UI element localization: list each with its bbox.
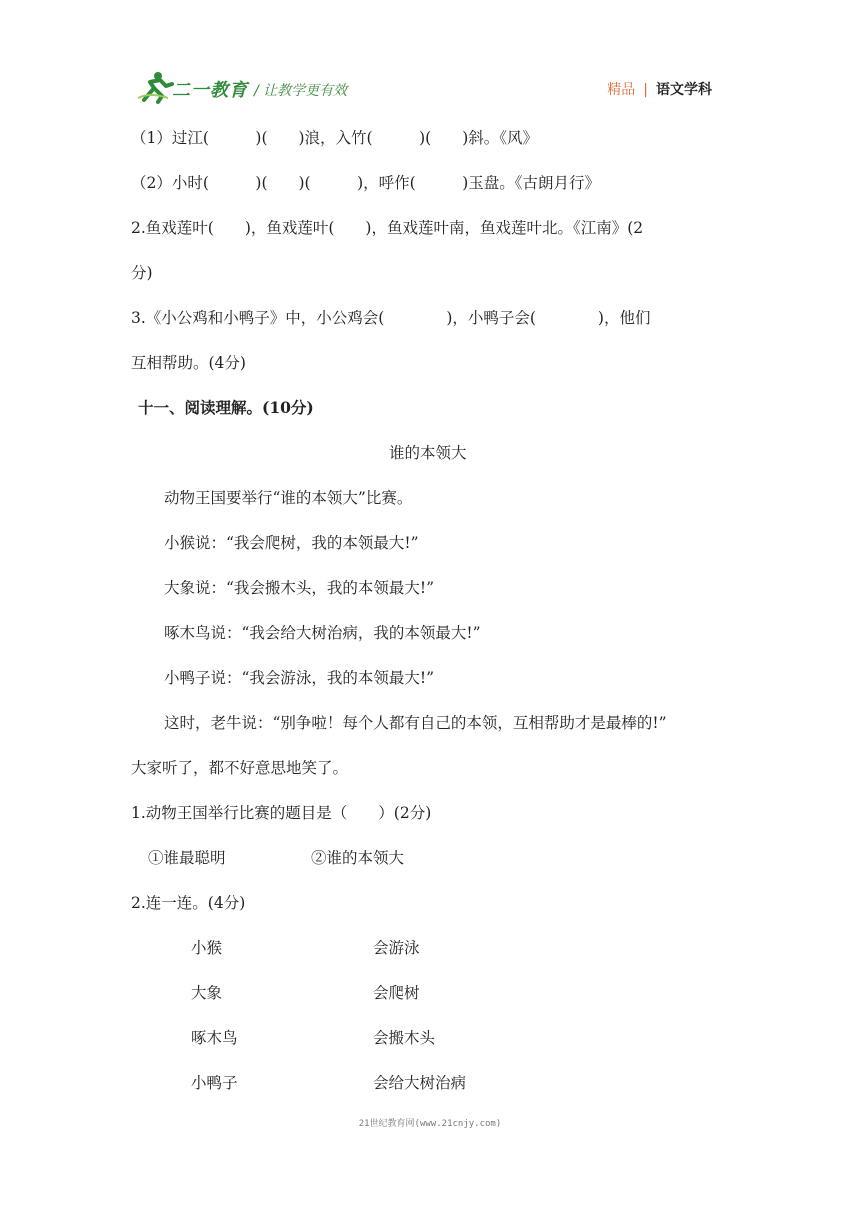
match-right-item: 会爬树 xyxy=(373,984,420,1002)
header-right xyxy=(607,79,712,99)
page-footer: 21世纪教育网(www.21cnjy.com) xyxy=(358,1119,502,1129)
header-separator: | xyxy=(643,82,648,98)
question-3-cont: 互相帮助。(4分) xyxy=(131,354,246,372)
question-2-cont: 分) xyxy=(131,264,153,282)
runner-logo-icon xyxy=(136,70,176,104)
passage-title: 谁的本领大 xyxy=(389,444,467,462)
passage-para-2: 小猴说：“我会爬树，我的本领最大!” xyxy=(164,534,419,552)
passage-para-5: 小鸭子说：“我会游泳，我的本领最大!” xyxy=(164,669,435,687)
reading-question-1: 1.动物王国举行比赛的题目是（ ）(2分) xyxy=(131,804,432,822)
match-left-item: 小鸭子 xyxy=(191,1074,238,1092)
reading-question-2: 2.连一连。(4分) xyxy=(131,894,246,912)
match-left-item: 小猴 xyxy=(191,939,223,957)
match-left-item: 大象 xyxy=(191,984,223,1002)
question-3: 3.《小公鸡和小鸭子》中，小公鸡会( )，小鸭子会( )，他们 xyxy=(131,309,651,327)
match-right-item: 会搬木头 xyxy=(373,1029,436,1047)
match-right-item: 会游泳 xyxy=(373,939,420,957)
section-heading: 十一、阅读理解。(10分) xyxy=(138,398,314,417)
passage-para-6-cont: 大家听了，都不好意思地笑了。 xyxy=(131,759,349,777)
poem-line-1: （1）过江( )( )浪，入竹( )( )斜。《风》 xyxy=(131,129,538,147)
brand-name: 二一教育 xyxy=(172,80,248,101)
subject-label: 语文学科 xyxy=(656,82,712,98)
passage-para-4: 啄木鸟说：“我会给大树治病，我的本领最大!” xyxy=(164,624,481,642)
option-2: ②谁的本领大 xyxy=(311,849,405,867)
passage-para-6: 这时，老牛说：“别争啦！每个人都有自己的本领，互相帮助才是最棒的!” xyxy=(164,714,667,732)
match-right-item: 会给大树治病 xyxy=(373,1074,467,1092)
poem-line-2: （2）小时( )( )( )，呼作( )玉盘。《古朗月行》 xyxy=(131,174,600,192)
match-left-item: 啄木鸟 xyxy=(191,1029,238,1047)
page-header xyxy=(136,70,726,106)
question-2: 2.鱼戏莲叶( )，鱼戏莲叶( )，鱼戏莲叶南，鱼戏莲叶北。《江南》(2 xyxy=(131,219,644,237)
passage-para-1: 动物王国要举行“谁的本领大”比赛。 xyxy=(164,489,413,507)
passage-para-3: 大象说：“我会搬木头，我的本领最大!” xyxy=(164,579,435,597)
slogan: / 让教学更有效 xyxy=(254,83,348,99)
option-1: ①谁最聪明 xyxy=(148,849,226,867)
premium-label: 精品 xyxy=(607,82,636,98)
